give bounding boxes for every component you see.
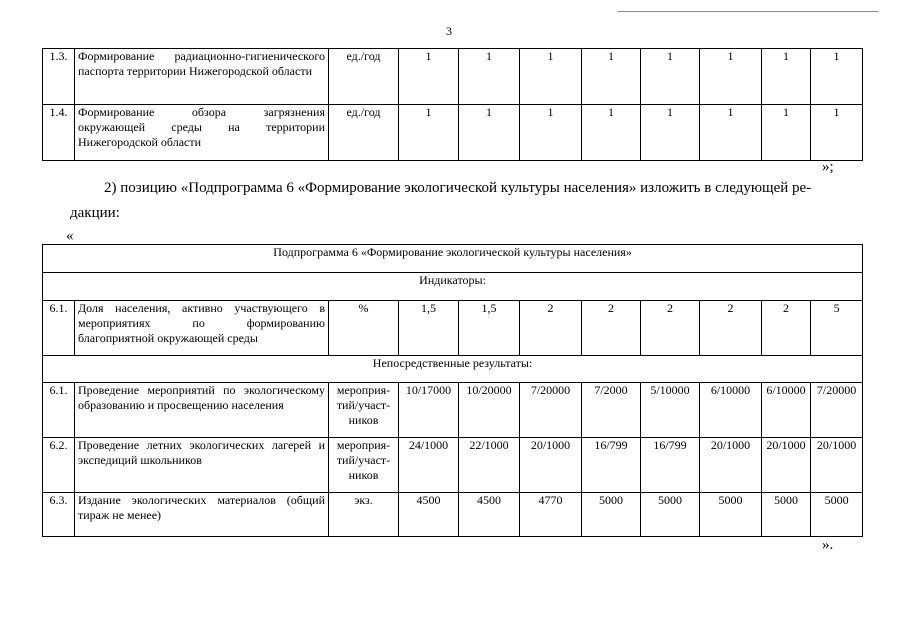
row-unit: ед./год [329,105,399,161]
cell-value: 4500 [459,493,520,537]
opening-quote: « [66,228,74,244]
results-label: Непосредственные результаты: [43,356,863,383]
table-top [42,48,863,161]
cell-value: 20/1000 [700,438,762,493]
cell-value: 5000 [582,493,641,537]
cell-value: 2 [641,301,700,356]
row-name: Проведение мероприятий по экологическому образованию и просвещению населения [75,383,329,438]
row-number: 1.4. [43,105,75,161]
row-unit: ед./год [329,49,399,105]
cell-value: 20/1000 [811,438,863,493]
cell-value: 1 [459,49,520,105]
row-name: Формирование радиационно-гигиенического паспорта территории Нижегородской области [75,49,329,105]
cell-value: 5000 [762,493,811,537]
cell-value: 2 [520,301,582,356]
cell-value: 4770 [520,493,582,537]
cell-value: 1 [520,105,582,161]
cell-value: 20/1000 [520,438,582,493]
cell-value: 1 [399,105,459,161]
cell-value: 1 [700,105,762,161]
cell-value: 1,5 [399,301,459,356]
table-row [43,493,863,537]
cell-value: 7/20000 [811,383,863,438]
table-row [43,383,863,438]
table-row [43,438,863,493]
cell-value: 6/10000 [700,383,762,438]
row-number: 6.1. [43,383,75,438]
cell-value: 1 [641,49,700,105]
cell-value: 1 [582,105,641,161]
cell-value: 7/2000 [582,383,641,438]
row-unit: % [329,301,399,356]
cell-value: 5 [811,301,863,356]
cell-value: 24/1000 [399,438,459,493]
section-row [43,273,863,301]
cell-value: 2 [700,301,762,356]
table-header-row [43,245,863,273]
row-unit: экз. [329,493,399,537]
cell-value: 2 [762,301,811,356]
paragraph-text: 2) позицию «Подпрограмма 6 «Формирование экологической культуры населения» изложить в следующей ре- [104,180,812,196]
closing-mark: »; [822,159,834,175]
row-number: 6.1. [43,301,75,356]
cell-value: 1 [811,105,863,161]
row-number: 6.2. [43,438,75,493]
closing-quote: ». [822,537,834,553]
cell-value: 10/17000 [399,383,459,438]
cell-value: 22/1000 [459,438,520,493]
row-name: Доля населения, активно участвующего в мероприятиях по формированию благоприятной окружающей среды [75,301,329,356]
cell-value: 1 [399,49,459,105]
cell-value: 5000 [641,493,700,537]
cell-value: 1 [459,105,520,161]
cell-value: 1 [811,49,863,105]
cell-value: 5/10000 [641,383,700,438]
paragraph-text-continued: дакции: [70,205,120,221]
page-number: 3 [446,24,452,38]
subprogram-title: Подпрограмма 6 «Формирование экологической культуры населения» [43,245,863,273]
table-subprogram-6 [42,244,863,537]
cell-value: 1 [762,105,811,161]
top-rule [618,11,878,12]
table-row [43,49,863,105]
row-unit: мероприя-тий/участ-ников [329,438,399,493]
table-row [43,105,863,161]
row-number: 1.3. [43,49,75,105]
cell-value: 20/1000 [762,438,811,493]
cell-value: 7/20000 [520,383,582,438]
cell-value: 5000 [700,493,762,537]
cell-value: 10/20000 [459,383,520,438]
cell-value: 1 [520,49,582,105]
cell-value: 1 [700,49,762,105]
row-name: Издание экологических материалов (общий тираж не менее) [75,493,329,537]
cell-value: 6/10000 [762,383,811,438]
cell-value: 1,5 [459,301,520,356]
cell-value: 2 [582,301,641,356]
cell-value: 1 [762,49,811,105]
indicators-label: Индикаторы: [43,273,863,301]
cell-value: 1 [641,105,700,161]
table-row [43,301,863,356]
cell-value: 4500 [399,493,459,537]
row-name: Формирование обзора загрязнения окружающей среды на территории Нижегородской области [75,105,329,161]
row-name: Проведение летних экологических лагерей и экспедиций школьников [75,438,329,493]
section-row [43,356,863,383]
row-number: 6.3. [43,493,75,537]
cell-value: 16/799 [641,438,700,493]
row-unit: мероприя-тий/участ-ников [329,383,399,438]
cell-value: 5000 [811,493,863,537]
cell-value: 1 [582,49,641,105]
cell-value: 16/799 [582,438,641,493]
